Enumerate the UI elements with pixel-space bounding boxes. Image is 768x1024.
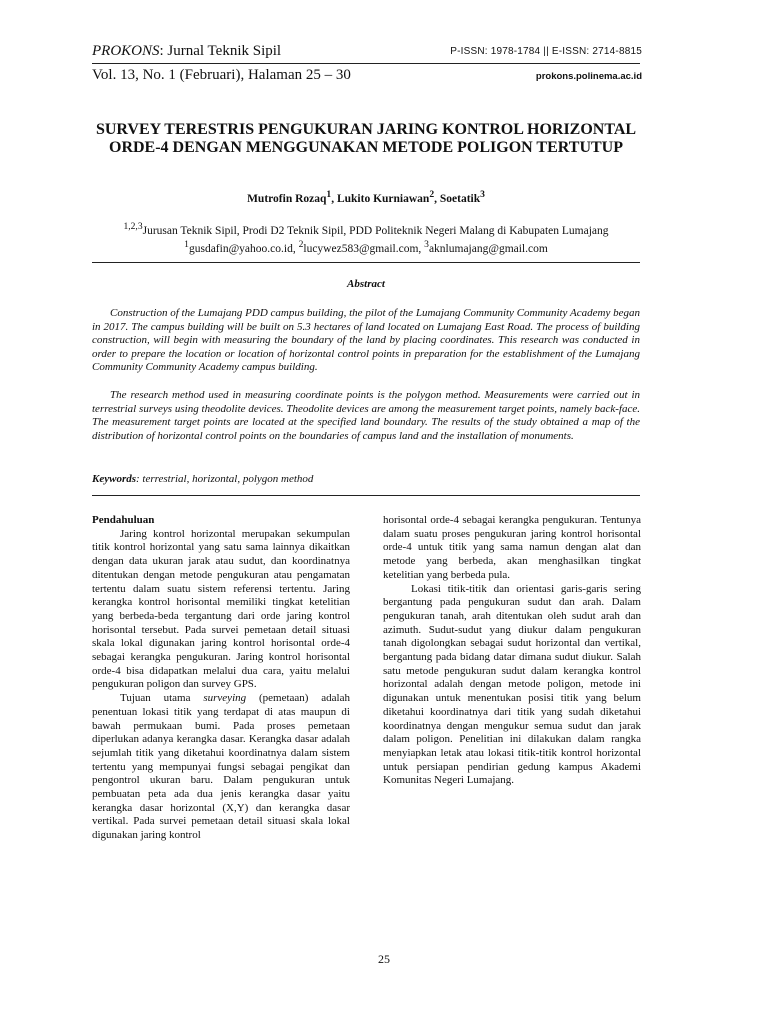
paper-title: SURVEY TERESTRIS PENGUKURAN JARING KONTROL HORIZONTAL ORDE-4 DENGAN MENGGUNAKAN METODE POLIGON TERTUTUP bbox=[95, 121, 637, 156]
section-heading: Pendahuluan bbox=[92, 514, 155, 526]
keywords: Keywords: terrestrial, horizontal, polygon method bbox=[92, 473, 314, 485]
body-paragraph: Tujuan utama surveying (pemetaan) adalah penentuan lokasi titik yang terdapat di atas maupun di bawah permukaan bumi. Pada proses pemetaan diperlukan adanya kerangka dasar. Kerangka dasar adalah sejumlah titik yang diketahui koordinatnya dalam sistem tertentu yang mempunyai fungsi sebagai pengikat dan pengontrol ukuran baru. Dalam pengukuran untuk pembuatan peta ada dua jenis kerangka dasar yaitu kerangka dasar horizontal (X,Y) dan kerangka dasar vertikal. Pada survei pemetaan detail situasi skala lokal digunakan jaring kontrol bbox=[92, 692, 350, 842]
page-number: 25 bbox=[378, 952, 390, 966]
journal-website: prokons.polinema.ac.id bbox=[535, 71, 642, 82]
volume-info: Vol. 13, No. 1 (Februari), Halaman 25 – 30 bbox=[92, 67, 351, 83]
issue-line bbox=[92, 67, 642, 87]
abstract-paragraph-1: Construction of the Lumajang PDD campus building, the pilot of the Lumajang Community Community Academy began in 2017. The campus building will be built on 5.3 hectares of land located on Lumajang East Road. The process of building construction, will begin with measuring the boundary of the land by placing coordinates. This research was conducted in order to prepare the location or location of horizontal control points in preparation for the establishment of the Lumajang Community Community Academy campus building. bbox=[92, 307, 640, 374]
header-divider bbox=[92, 63, 640, 64]
body-paragraph: Jaring kontrol horizontal merupakan sekumpulan titik kontrol horizontal yang satu sama lainnya dikaitkan dengan data ukuran jarak atau sudut, dan koordinatnya ditentukan dengan metode pengukuran atau pengamatan tertentu dalam suatu sistem referensi tertentu. Jaring kerangka kontrol horisontal memiliki tingkat ketelitian yang berbeda-beda tergantung dari orde jaring kontrol horisontal tersebut. Pada survei pemetaan detail situasi skala lokal digunakan jaring kontrol horisontal orde-4 sebagai kerangka pengukuran. Jaring kontrol horisontal orde-4 bisa didapatkan melalui dua cara, yaitu melalui pengukuran poligon dan survey GPS. bbox=[92, 527, 350, 691]
abstract-paragraph-2: The research method used in measuring coordinate points is the polygon method. Measurements were carried out in terrestrial surveys using theodolite devices. Theodolite devices are among the measurement target points, namely back-face. The measurement target points are located at the specified land boundary. The results of the study obtained a map of the distribution of horizontal control points on the boundaries of campus land and the installation of monuments. bbox=[92, 389, 640, 442]
body-paragraph: horisontal orde-4 sebagai kerangka pengukuran. Tentunya dalam suatu proses pengukuran jaring kontrol horisontal orde-4 untuk titik yang sama namun dengan alat dan metode yang berbeda, akan menghasilkan tingkat ketelitian yang berbeda pula. bbox=[383, 514, 641, 581]
email-line: $^1$gusdafin@yahoo.co.id, $^2$lucywez583@gmail.com, $^3$aknlumajang@gmail.com bbox=[184, 238, 548, 255]
author-1: Mutrofin Rozaq bbox=[247, 192, 327, 205]
affiliation bbox=[92, 220, 640, 256]
body-paragraph: Lokasi titik-titik dan orientasi garis-garis sering bergantung pada pengukuran sudut dan arah. Dalam pengukuran tanah, arah ditentukan oleh sudut arah dan azimuth. Sudut-sudut yang diukur dalam pengukuran tanah digolongkan sebagai sudut horizontal dan vertikal, bergantung pada bidang datar dimana sudut diukur. Salah satu metode pengukuran sudut dalam kerangka kontrol horizontal adalah dengan metode poligon, metode ini digunakan untuk menentukan posisi titik yang belum diketahui koordinatnya dari titik yang sudah diketahui koordinatnya dengan mengukur semua sudut dan jarak dalam poligon. Penelitian ini dilakukan dalam rangka menyiapkan letak atau lokasi titik-titik kontrol horizontal untuk persiapan pendirian gedung kampus Akademi Komunitas Negeri Lumajang. bbox=[383, 582, 641, 787]
author-2: Lukito Kurniawan bbox=[336, 192, 430, 205]
abstract-heading: Abstract bbox=[347, 278, 385, 290]
author-3: Soetatik bbox=[439, 192, 481, 205]
author-list: Mutrofin Rozaq$^1$, Lukito Kurniawan$^2$, Soetatik$^3$ bbox=[247, 189, 485, 205]
abstract-top-rule bbox=[92, 262, 640, 263]
body-left-column bbox=[92, 514, 350, 843]
journal-name: PROKONS: Jurnal Teknik Sipil bbox=[92, 43, 282, 59]
body-right-column bbox=[383, 514, 641, 788]
affiliation-line: $^{1,2,3}$Jurusan Teknik Sipil, Prodi D2 Teknik Sipil, PDD Politeknik Negeri Malang di Kabupaten Lumajang bbox=[123, 221, 609, 237]
running-header bbox=[92, 43, 642, 63]
abstract-bottom-rule bbox=[92, 495, 640, 496]
issn: P-ISSN: 1978-1784 || E-ISSN: 2714-8815 bbox=[450, 46, 642, 57]
